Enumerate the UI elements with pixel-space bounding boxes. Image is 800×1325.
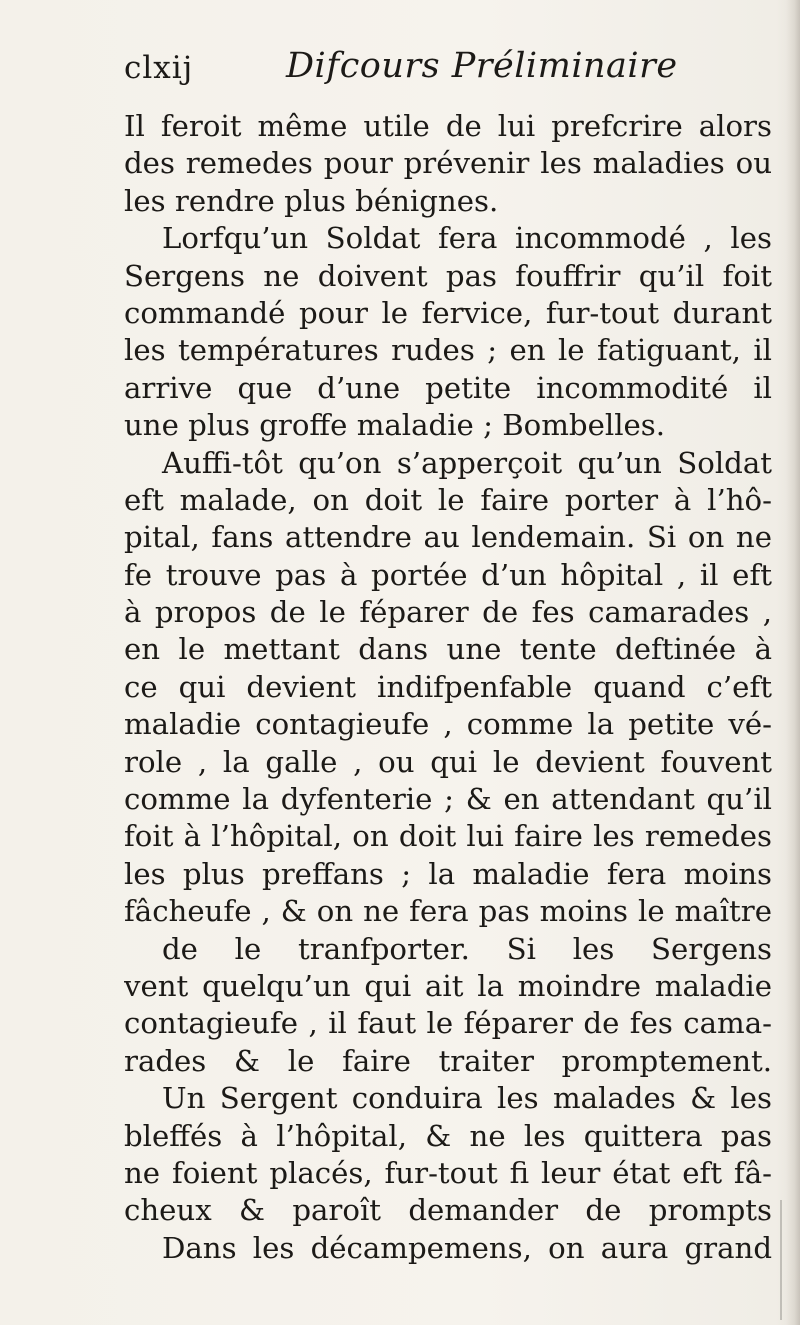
text-line: de le tranfporter. Si les Sergens bbox=[162, 931, 772, 966]
binding-mark bbox=[780, 1200, 782, 1320]
text-line: foit à l’hôpital, on doit lui faire les remedes bbox=[124, 819, 772, 854]
text-line: une plus groffe maladie ; Bombelles. bbox=[124, 408, 666, 443]
text-line: cheux & paroît demander de prompts bbox=[124, 1193, 772, 1228]
body-text bbox=[124, 108, 772, 1267]
text-line: comme la dyfenterie ; & en attendant qu’il bbox=[124, 782, 772, 817]
page-header bbox=[124, 44, 724, 94]
text-line: commandé pour le fervice, fur-tout durant bbox=[124, 295, 772, 330]
page-number: clxij bbox=[124, 50, 194, 86]
running-title: Difcours Préliminaire bbox=[286, 46, 678, 86]
text-line: vent quelqu’un qui ait la moindre maladie bbox=[124, 968, 772, 1003]
text-line: Auffi-tôt qu’on s’apperçoit qu’un Soldat bbox=[162, 445, 772, 480]
text-line: bleffés à l’hôpital, & ne les quittera pas bbox=[124, 1118, 772, 1153]
text-line: les températures rudes ; en le fatiguant, il bbox=[124, 333, 772, 368]
text-line: en le mettant dans une tente deftinée à bbox=[124, 632, 772, 667]
text-line: Dans les décampemens, on aura grand bbox=[162, 1230, 772, 1265]
text-line: les rendre plus bénignes. bbox=[124, 183, 499, 218]
text-line: arrive que d’une petite incommodité il bbox=[124, 370, 772, 405]
text-line: des remedes pour prévenir les maladies ou bbox=[124, 146, 772, 181]
text-line: eft malade, on doit le faire porter à l’hô- bbox=[124, 482, 772, 517]
text-line: pital, fans attendre au lendemain. Si on ne bbox=[124, 520, 772, 555]
page-edge-shadow bbox=[786, 0, 800, 1325]
text-line: maladie contagieufe , comme la petite vé- bbox=[124, 707, 772, 742]
text-line: fâcheufe , & on ne fera pas moins le maître bbox=[124, 894, 772, 929]
text-line: fe trouve pas à portée d’un hôpital , il eft bbox=[124, 557, 772, 592]
text-line: role , la galle , ou qui le devient fouvent bbox=[124, 744, 772, 779]
text-line: les plus preffans ; la maladie fera moins bbox=[124, 856, 772, 891]
text-line: ce qui devient indifpenfable quand c’eft bbox=[124, 669, 772, 704]
text-line: Sergens ne doivent pas fouffrir qu’il foit bbox=[124, 258, 772, 293]
text-line: Il feroit même utile de lui prefcrire alors bbox=[124, 109, 772, 143]
text-line: à propos de le féparer de fes camarades , bbox=[124, 595, 772, 630]
text-line: Lorfqu’un Soldat fera incommodé , les bbox=[162, 221, 772, 256]
text-line: Un Sergent conduira les malades & les bbox=[162, 1081, 772, 1116]
text-line: contagieufe , il faut le féparer de fes cama- bbox=[124, 1006, 772, 1041]
text-line: ne foient placés, fur-tout fi leur état eft fâ- bbox=[124, 1155, 772, 1190]
text-line: rades & le faire traiter promptement. bbox=[124, 1043, 772, 1078]
